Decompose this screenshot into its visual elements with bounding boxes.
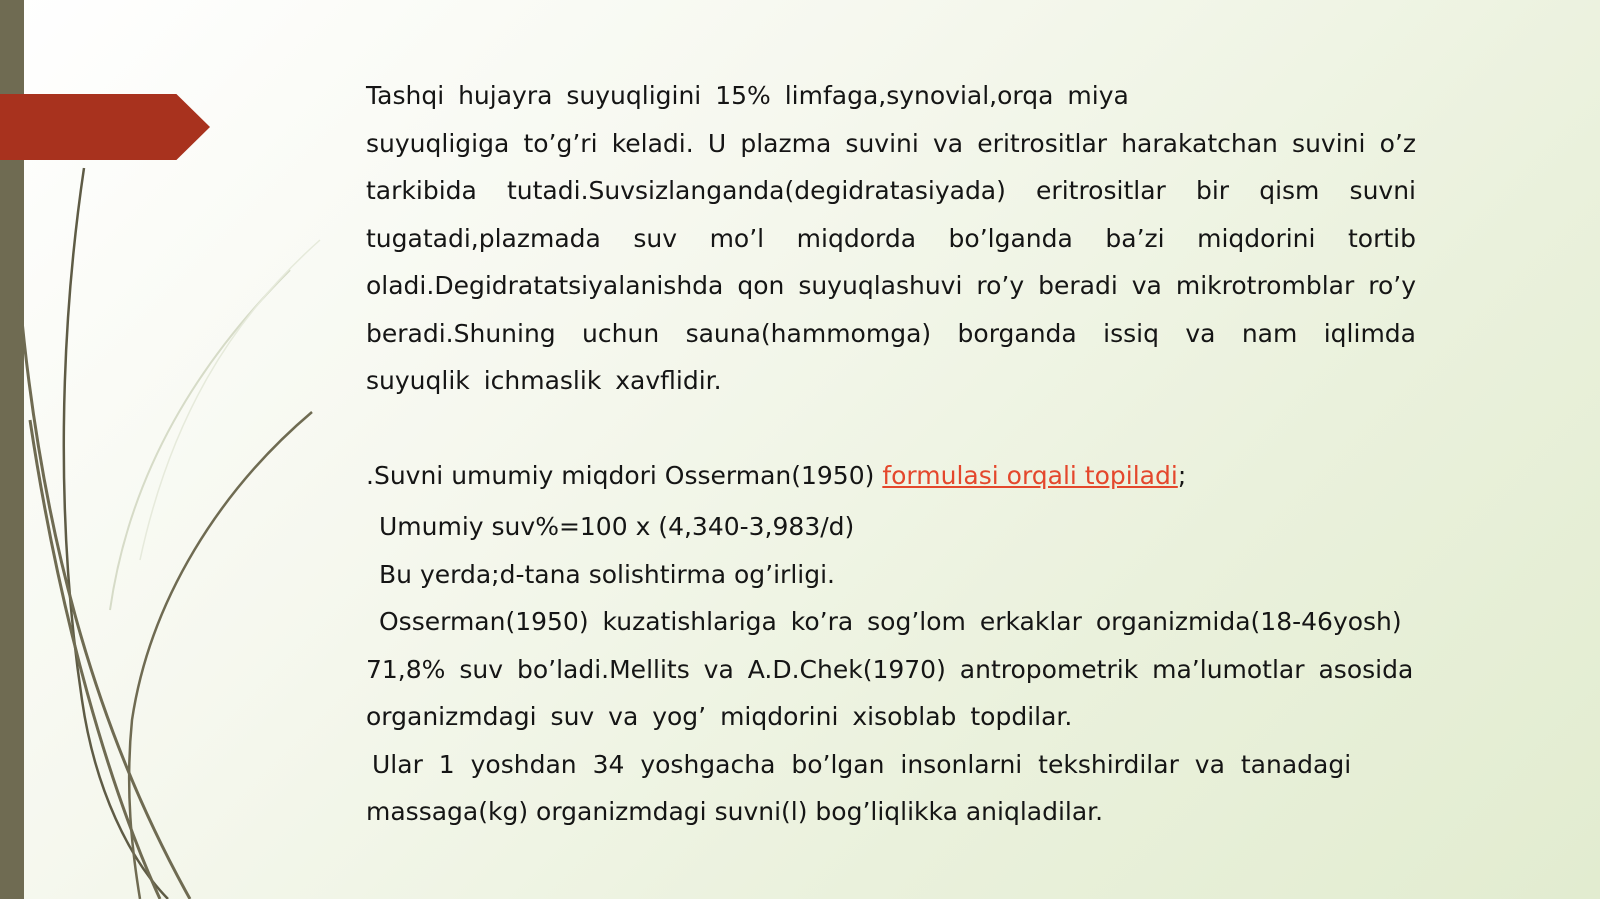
red-arrow-banner — [0, 94, 210, 160]
paragraph-2 — [366, 598, 1416, 741]
p2-line-2: 71,8% suv bo’ladi.Mellits va A.D.Chek(1970) antropometrik ma’lumotlar asosida — [366, 654, 1414, 684]
osserman-prefix: .Suvni umumiy miqdori Osserman(1950) — [366, 460, 883, 490]
paragraph-3 — [366, 741, 1416, 836]
formula-link[interactable]: formulasi orqali topiladi — [882, 460, 1178, 490]
osserman-formula-line — [366, 452, 1416, 500]
spacer — [366, 405, 1416, 452]
formula-note: Bu yerda;d-tana solishtirma og’irligi. — [379, 559, 835, 589]
p1-line-6: beradi.Shuning uchun sauna(hammomga) borganda issiq va nam iqlimda suyuqlik — [366, 318, 1416, 395]
slide-body — [366, 72, 1416, 836]
p1-line-7: ichmaslik xavflidir. — [483, 366, 722, 395]
p1-line-5: oladi.Degidratatsiyalanishda qon suyuqlashuvi ro’y beradi va mikrotromblar ro’y — [366, 271, 1416, 300]
p1-line-2: suyuqligiga to’g’ri keladi. U plazma suvini va eritrositlar harakatchan suvini o’z — [366, 128, 1416, 158]
p1-line-3: tarkibida tutadi.Suvsizlanganda(degidratasiyada) eritrositlar bir qism suvni — [366, 176, 1416, 205]
formula-text: Umumiy suv%=100 x (4,340-3,983/d) — [379, 512, 855, 541]
p3-line-2: massaga(kg) organizmdagi suvni(l) bog’liqlikka aniqladilar. — [366, 797, 1104, 826]
p3-line-1: Ular 1 yoshdan 34 yoshgacha bo’lgan insonlarni tekshirdilar va tanadagi — [372, 749, 1352, 779]
paragraph-1 — [366, 72, 1416, 405]
p2-line-1: Osserman(1950) kuzatishlariga ko’ra sog’lom erkaklar organizmida(18-46yosh) — [379, 607, 1402, 636]
p1-line-1: Tashqi hujayra suyuqligini 15% limfaga,synovial,orqa miya — [366, 81, 1129, 110]
osserman-suffix: ; — [1177, 460, 1187, 490]
p1-line-4: tugatadi,plazmada suv mo’l miqdorda bo’lganda ba’zi miqdorini tortib — [366, 223, 1416, 253]
p2-line-3: organizmdagi suv va yog’ miqdorini xisoblab topdilar. — [366, 702, 1073, 731]
